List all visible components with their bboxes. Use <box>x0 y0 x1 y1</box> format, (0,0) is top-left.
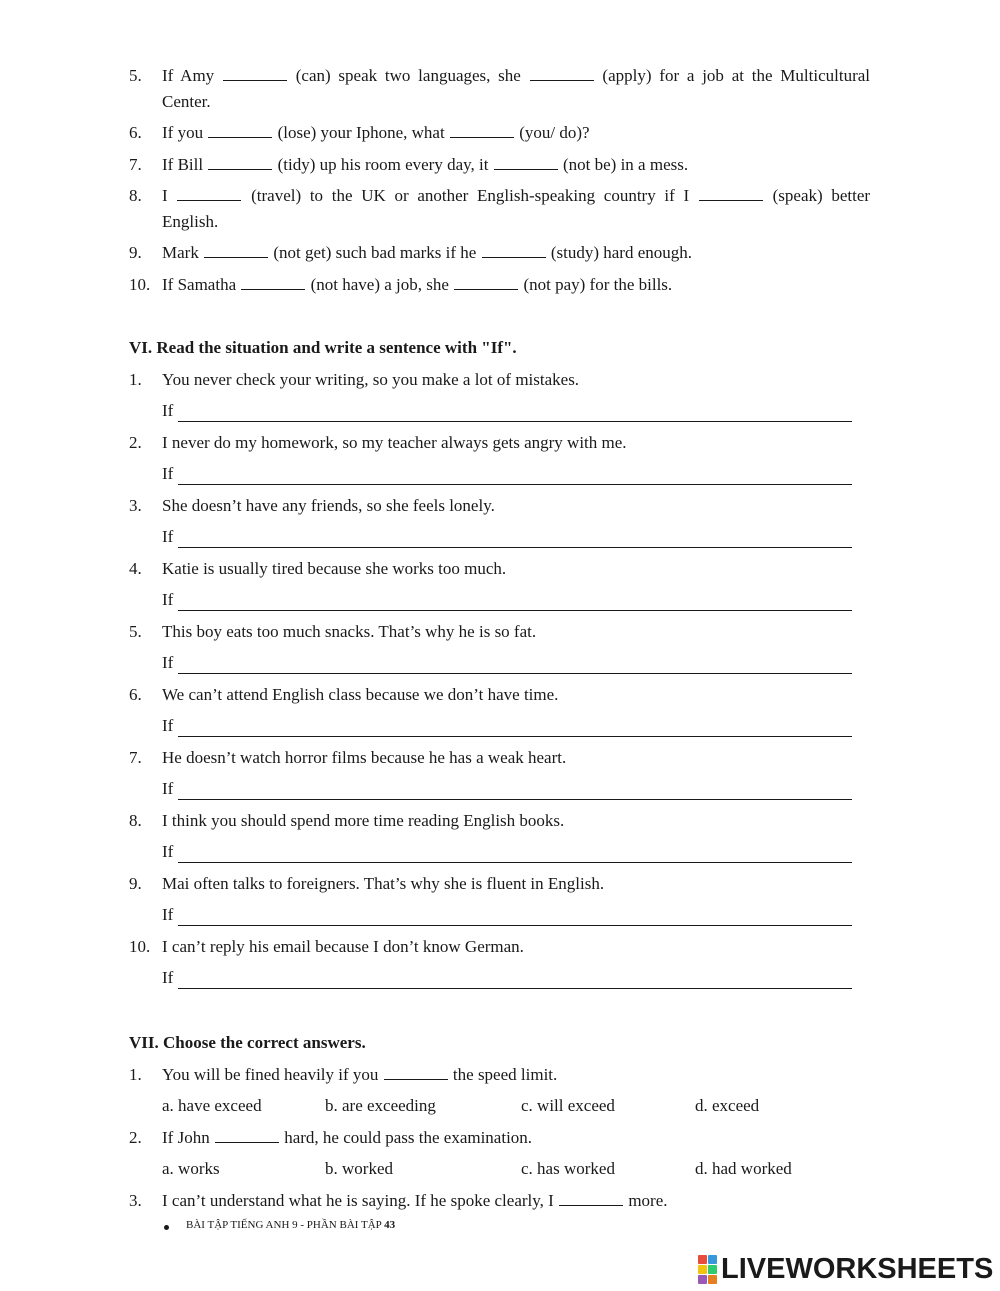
logo-square <box>698 1265 707 1274</box>
liveworksheets-logo[interactable] <box>698 1254 993 1284</box>
logo-square <box>708 1275 717 1284</box>
answer-line[interactable] <box>178 610 852 611</box>
logo-square <box>698 1255 707 1264</box>
answer-blank[interactable] <box>559 1191 623 1206</box>
logo-square <box>708 1255 717 1264</box>
page-number: 43 <box>384 1219 396 1231</box>
answer-blank[interactable] <box>208 155 272 170</box>
question-number: 2. <box>129 1128 142 1147</box>
answer-blank[interactable] <box>530 66 594 81</box>
question-text: If John hard, he could pass the examination. <box>162 1128 533 1147</box>
if-prefix: If <box>162 905 174 924</box>
answer-line[interactable] <box>178 484 852 485</box>
question-number: 1. <box>129 1065 142 1084</box>
item-number: 9. <box>129 243 142 262</box>
logo-mark-icon <box>698 1255 717 1284</box>
if-prefix: If <box>162 590 174 609</box>
item-number: 6. <box>129 123 142 142</box>
situation-text: I can’t reply his email because I don’t know German. <box>162 937 524 956</box>
situation-text: Mai often talks to foreigners. That’s why she is fluent in English. <box>162 874 605 893</box>
answer-blank[interactable] <box>454 275 518 290</box>
item-number: 8. <box>129 811 142 830</box>
if-prefix: If <box>162 653 174 672</box>
if-prefix: If <box>162 716 174 735</box>
item-text-line1: I (travel) to the UK or another English-speaking country if I (speak) better <box>162 186 871 205</box>
answer-blank[interactable] <box>204 243 268 258</box>
situation-text: You never check your writing, so you make a lot of mistakes. <box>162 370 580 389</box>
logo-square <box>708 1265 717 1274</box>
answer-blank[interactable] <box>215 1128 279 1143</box>
item-number: 5. <box>129 622 142 641</box>
answer-blank[interactable] <box>384 1065 448 1080</box>
option-b[interactable]: b. worked <box>325 1159 393 1178</box>
answer-line[interactable] <box>178 988 852 989</box>
answer-blank[interactable] <box>177 186 241 201</box>
answer-blank[interactable] <box>482 243 546 258</box>
logo-text: LIVEWORKSHEETS <box>721 1252 994 1285</box>
question-text: I can’t understand what he is saying. If he spoke clearly, I more. <box>162 1191 668 1210</box>
item-number: 1. <box>129 370 142 389</box>
item-number: 7. <box>129 155 142 174</box>
option-d[interactable]: d. had worked <box>695 1159 792 1178</box>
item-number: 6. <box>129 685 142 704</box>
answer-line[interactable] <box>178 547 852 548</box>
answer-blank[interactable] <box>223 66 287 81</box>
if-prefix: If <box>162 401 174 420</box>
item-number: 10. <box>129 937 151 956</box>
item-text: If you (lose) your Iphone, what (you/ do)? <box>162 123 590 142</box>
situation-text: We can’t attend English class because we don’t have time. <box>162 685 559 704</box>
item-number: 3. <box>129 496 142 515</box>
item-number: 2. <box>129 433 142 452</box>
item-number: 5. <box>129 66 142 85</box>
section-6-heading: VI. Read the situation and write a sentence with "If". <box>129 338 517 357</box>
if-prefix: If <box>162 968 174 987</box>
option-c[interactable]: c. has worked <box>521 1159 615 1178</box>
item-text-line1: If Amy (can) speak two languages, she (apply) for a job at the Multicultural <box>162 66 871 85</box>
situation-text: I never do my homework, so my teacher always gets angry with me. <box>162 433 627 452</box>
item-number: 8. <box>129 186 142 205</box>
item-text-line2: English. <box>162 212 219 231</box>
item-text: Mark (not get) such bad marks if he (study) hard enough. <box>162 243 692 262</box>
situation-text: She doesn’t have any friends, so she feels lonely. <box>162 496 495 515</box>
item-number: 4. <box>129 559 142 578</box>
answer-line[interactable] <box>178 862 852 863</box>
item-text: If Samatha (not have) a job, she (not pay) for the bills. <box>162 275 673 294</box>
question-number: 3. <box>129 1191 142 1210</box>
if-prefix: If <box>162 779 174 798</box>
option-c[interactable]: c. will exceed <box>521 1096 615 1115</box>
footer-bullet <box>164 1225 169 1230</box>
answer-line[interactable] <box>178 673 852 674</box>
situation-text: This boy eats too much snacks. That’s why he is so fat. <box>162 622 537 641</box>
option-d[interactable]: d. exceed <box>695 1096 760 1115</box>
if-prefix: If <box>162 464 174 483</box>
question-text: You will be fined heavily if you the speed limit. <box>162 1065 558 1084</box>
answer-blank[interactable] <box>494 155 558 170</box>
item-text: If Bill (tidy) up his room every day, it (not be) in a mess. <box>162 155 689 174</box>
logo-square <box>698 1275 707 1284</box>
item-number: 10. <box>129 275 151 294</box>
answer-line[interactable] <box>178 421 852 422</box>
item-number: 7. <box>129 748 142 767</box>
situation-text: Katie is usually tired because she works too much. <box>162 559 507 578</box>
option-a[interactable]: a. have exceed <box>162 1096 262 1115</box>
if-prefix: If <box>162 842 174 861</box>
answer-blank[interactable] <box>450 123 514 138</box>
situation-text: I think you should spend more time reading English books. <box>162 811 565 830</box>
option-a[interactable]: a. works <box>162 1159 220 1178</box>
answer-line[interactable] <box>178 925 852 926</box>
answer-blank[interactable] <box>208 123 272 138</box>
item-number: 9. <box>129 874 142 893</box>
answer-line[interactable] <box>178 799 852 800</box>
situation-text: He doesn’t watch horror films because he has a weak heart. <box>162 748 567 767</box>
if-prefix: If <box>162 527 174 546</box>
page-footer: BÀI TẬP TIẾNG ANH 9 - PHẦN BÀI TẬP 43 <box>186 1219 396 1231</box>
answer-blank[interactable] <box>241 275 305 290</box>
section-7-heading: VII. Choose the correct answers. <box>129 1033 366 1052</box>
answer-line[interactable] <box>178 736 852 737</box>
item-text-line2: Center. <box>162 92 211 111</box>
answer-blank[interactable] <box>699 186 763 201</box>
option-b[interactable]: b. are exceeding <box>325 1096 436 1115</box>
